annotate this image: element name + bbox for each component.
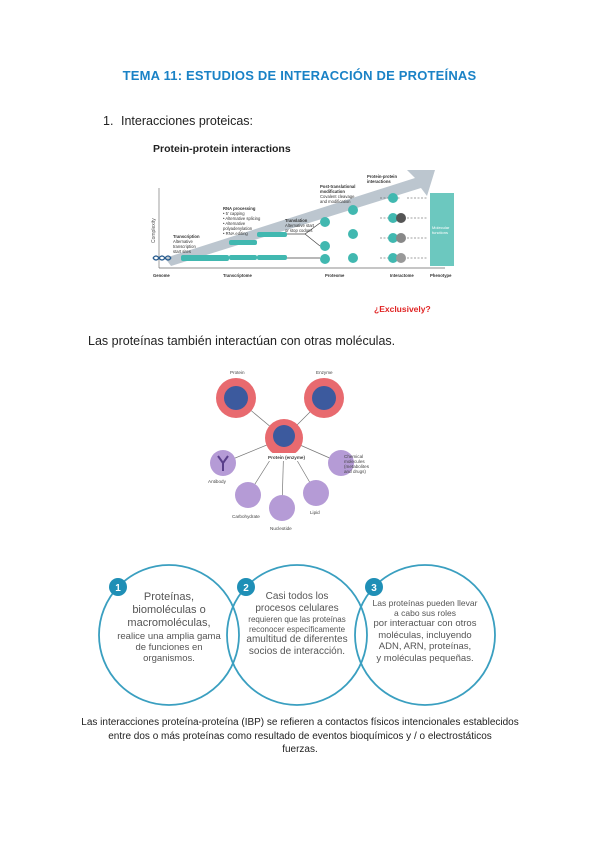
label-ptm: modification: [320, 189, 345, 194]
caption-line: entre dos o más proteínas como resultado de eventos bioquímicos y / o electrostáticos: [108, 730, 492, 742]
caption: [70, 716, 530, 757]
protein-icon: [348, 205, 358, 215]
protein-structure-icon: [224, 386, 248, 410]
protein-icon: [320, 241, 330, 251]
badge-number: 3: [371, 583, 377, 594]
node-label-antibody: Antibody: [208, 479, 226, 484]
label-ppi: Protein-protein: [367, 174, 398, 179]
figure-heading: Protein-protein interactions: [153, 143, 291, 155]
label-rna-processing: • Alternative: [223, 221, 246, 226]
label-translation: Translation: [285, 218, 308, 223]
badge-number: 2: [243, 583, 249, 594]
stage-genome: Genome: [153, 273, 170, 278]
interaction-lines: [380, 198, 428, 258]
node-label-protein: Protein: [230, 370, 245, 375]
circle-line: de funciones en: [135, 641, 203, 653]
circle-line: macromoléculas,: [127, 617, 211, 630]
transcript-bar: [229, 240, 257, 245]
phenotype-label-1: Molecular: [432, 225, 450, 230]
label-ptm: Post-translational: [320, 184, 356, 189]
caption-line: Las interacciones proteína-proteína (IBP) se refieren a contactos físicos intencionales establecidos: [81, 717, 519, 728]
label-rna-processing: • Alternative splicing: [223, 216, 261, 221]
node-label-chemical: (metabolites: [344, 464, 370, 469]
transcript-bar: [257, 232, 287, 237]
label-translation: or stop codons: [285, 228, 313, 233]
stage-phenotype: Phenotype: [430, 273, 452, 278]
label-transcription: start sites: [173, 249, 191, 254]
protein-icon: [320, 217, 330, 227]
circle-line: y moléculas pequeñas.: [376, 652, 474, 664]
circle-2-text: [227, 591, 367, 658]
protein-icon: [348, 229, 358, 239]
paragraph: Las proteínas también interactúan con otras moléculas.: [88, 334, 396, 348]
label-rna-processing: • 5' capping: [223, 211, 245, 216]
phenotype-label-2: functions: [432, 230, 449, 235]
partner-protein-icon: [396, 253, 406, 263]
node-label-carbohydrate: Carbohydrate: [232, 514, 260, 519]
caption-line: fuerzas.: [282, 744, 318, 755]
node-label-chemical: molecules: [344, 459, 365, 464]
node-label-chemical: and drugs): [344, 469, 366, 474]
circle-line: biomoléculas o: [132, 604, 206, 617]
label-rna-processing: polyadenylation: [223, 226, 253, 231]
label-ppi: interactions: [367, 179, 391, 184]
page-title: TEMA 11: ESTUDIOS DE INTERACCIÓN DE PROTEÍNAS: [122, 68, 477, 83]
partner-protein-icon: [396, 233, 406, 243]
node-label-lipid: Lipid: [310, 510, 320, 515]
ppi-figure: [145, 138, 457, 318]
label-transcription: Transcription: [173, 234, 200, 239]
label-transcription: transcription: [173, 244, 196, 249]
carbohydrate-node-icon: [235, 482, 261, 508]
transcript-bar: [181, 255, 229, 261]
protein-icon: [388, 193, 398, 203]
label-translation: Alternative start: [285, 223, 315, 228]
circle-line: Proteínas,: [143, 591, 195, 603]
node-label-chemical: Chemical: [344, 454, 364, 459]
circle-line: Casi todos los: [265, 591, 329, 602]
circle-line: reconocer específicamente: [248, 624, 346, 634]
stage-proteome: Proteome: [325, 273, 345, 278]
protein-icon: [348, 253, 358, 263]
circle-line: socios de interacción.: [248, 646, 346, 658]
badge-number: 1: [115, 583, 121, 594]
center-label: Protein (enzyme): [268, 455, 306, 460]
molecule-network-figure: [196, 368, 370, 538]
exclusively-label: ¿Exclusively?: [374, 304, 431, 314]
node-label-enzyme: Enzyme: [316, 370, 333, 375]
circle-3-text: [355, 598, 495, 664]
circle-line: por interactuar con otros: [373, 618, 477, 630]
protein-icon: [320, 254, 330, 264]
label-ptm: Covalent cleavage: [320, 194, 355, 199]
label-rna-processing: • RNA editing: [223, 231, 248, 236]
label-ptm: and modification: [320, 199, 351, 204]
circle-line: organismos.: [143, 653, 195, 665]
stage-interactome: Interactome: [390, 273, 414, 278]
transcript-bar: [257, 255, 287, 260]
node-label-nucleotide: Nucleotide: [270, 526, 292, 531]
partner-protein-icon: [396, 213, 406, 223]
list-number: 1.: [103, 114, 114, 128]
circle-line: ADN, ARN, proteínas,: [378, 641, 472, 653]
list-item: [103, 114, 253, 128]
label-transcription: Alternative: [173, 239, 193, 244]
y-axis-label: Complexity: [151, 218, 157, 243]
circle-line: realice una amplia gama: [117, 630, 221, 642]
circle-line: a cabo sus roles: [394, 608, 456, 619]
transcript-bar: [229, 255, 257, 260]
label-rna-processing: RNA processing: [223, 206, 256, 211]
center-structure-icon: [273, 425, 295, 447]
circle-line: procesos celulares: [255, 603, 339, 614]
circle-line: Las proteínas pueden llevar: [372, 598, 478, 608]
stage-transcriptome: Transcriptome: [223, 273, 252, 278]
list-text: Interacciones proteicas:: [121, 114, 254, 128]
lipid-node-icon: [303, 480, 329, 506]
circle-line: requieren que las proteínas: [248, 615, 346, 624]
circle-line: amultitud de diferentes: [246, 634, 348, 646]
enzyme-structure-icon: [312, 386, 336, 410]
circle-1-text: [99, 591, 239, 665]
nucleotide-node-icon: [269, 495, 295, 521]
circle-line: moléculas, incluyendo: [378, 629, 472, 641]
